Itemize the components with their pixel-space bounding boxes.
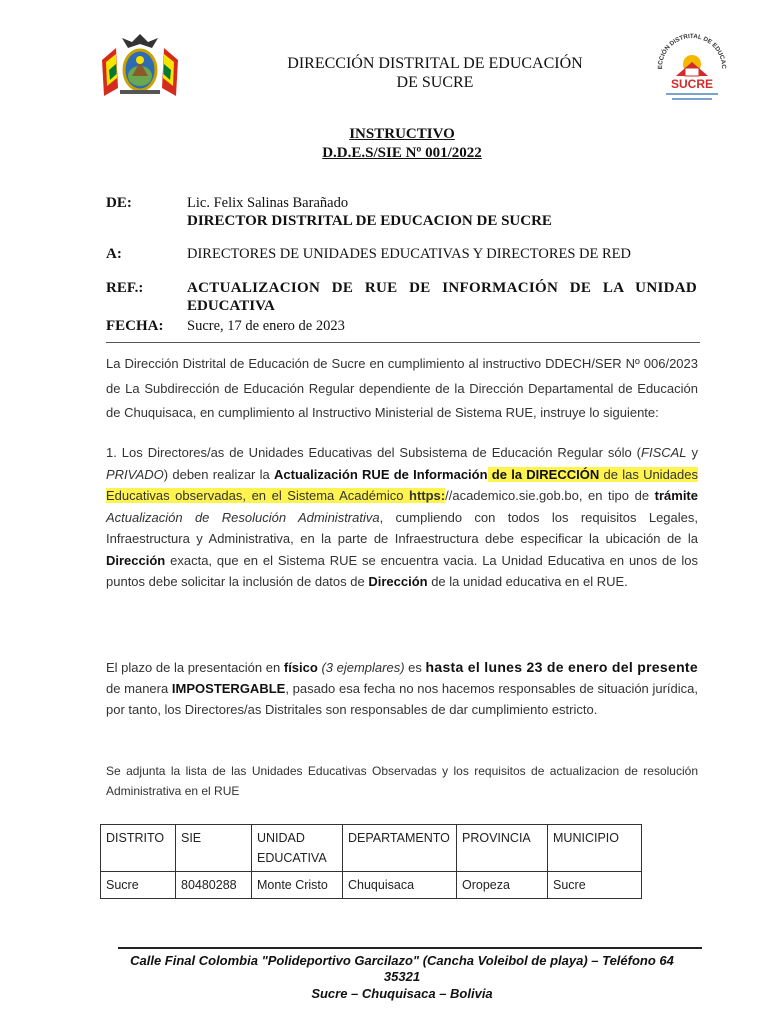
seal-city: SUCRE: [670, 77, 713, 91]
p1-text-b: ) deben realizar la: [163, 466, 274, 482]
table-header-cell: MUNICIPIO: [548, 825, 642, 872]
table-header-cell: PROVINCIA: [457, 825, 548, 872]
intro-paragraph: La Dirección Distrital de Educación de Sucre en cumplimiento al instructivo DDECH/SER Nº 006/2023 de La Subdirección de Educación Regular dependiente de la Dirección Departamental de Educación de Chuquisaca, en cumplimiento al Instructivo Ministerial de Sistema RUE, instruye lo siguiente:: [106, 356, 698, 420]
instruction-paragraph-1: [106, 442, 698, 593]
table-header-cell: UNIDAD EDUCATIVA: [252, 825, 343, 872]
p1-y: y: [686, 445, 698, 460]
p1-link-https[interactable]: https:: [409, 488, 446, 503]
table-header-cell: DEPARTAMENTO: [343, 825, 457, 872]
p2-impostergable: IMPOSTERGABLE: [171, 681, 286, 696]
table-cell: Monte Cristo: [252, 872, 343, 899]
a-label: A:: [106, 246, 122, 262]
de-title: DIRECTOR DISTRITAL DE EDUCACION DE SUCRE: [187, 213, 552, 229]
footer-phone-cont: 35321: [383, 969, 421, 984]
deadline-paragraph: [106, 657, 698, 720]
attachment-note: Se adjunta la lista de las Unidades Educativas Observadas y los requisitos de actualizacion de resolución Administrativa en el RUE: [106, 764, 698, 798]
table-cell: Sucre: [548, 872, 642, 899]
footer-address: Calle Final Colombia "Polideportivo Garcilazo" (Cancha Voleibol de playa) – Teléfono 64: [130, 953, 674, 968]
doc-type: INSTRUCTIVO: [349, 126, 455, 142]
footer-divider: [118, 947, 702, 949]
fecha-label: FECHA:: [106, 318, 164, 334]
table-header-row: [101, 825, 642, 872]
p1-text-d: , cumpliendo con todos los requisitos Legales, Infraestructura y Administrativa, en la parte de Infraestructura debe especificar la ubicación de la: [106, 509, 698, 546]
ref-label: REF.:: [106, 280, 144, 296]
header-title-line2: DE SUCRE: [396, 74, 474, 91]
seal-arc-text: ECCIÓN DISTRITAL DE EDUCAC: [656, 32, 728, 70]
doc-code: D.D.E.S/SIE Nº 001/2022: [322, 145, 482, 161]
p2-text-d: , pasado esa fecha no nos hacemos responsables de situación jurídica, por tanto, los Directores/as Distritales son responsables de dar cumplimiento estricto.: [106, 681, 698, 717]
p1-direccion-2: Dirección: [368, 574, 428, 589]
table-cell: Chuquisaca: [343, 872, 457, 899]
p1-highlight-unidades: de las Unidades Educativas observadas, en el Sistema Académico: [106, 466, 698, 503]
p1-fiscal: FISCAL: [641, 445, 687, 460]
p1-direccion: Dirección: [106, 552, 166, 568]
p2-fisico: físico: [283, 660, 318, 675]
p1-text-c: //academico.sie.gob.bo, en tipo de: [445, 488, 655, 503]
table-header-cell: SIE: [176, 825, 252, 872]
table-header-cell: DISTRITO: [101, 825, 176, 872]
footer-location: Sucre – Chuquisaca – Bolivia: [311, 986, 493, 1001]
p1-actualizacion: Actualización RUE de Información: [274, 466, 488, 482]
p1-tramite: trámite: [654, 488, 698, 503]
observed-units-table: [100, 824, 642, 899]
table-cell: Sucre: [101, 872, 176, 899]
p2-text-b: es: [404, 660, 426, 675]
header-title-line1: DIRECCIÓN DISTRITAL DE EDUCACIÓN: [287, 55, 583, 72]
p1-text-f: de la unidad educativa en el RUE.: [427, 574, 628, 589]
table-cell: 80480288: [176, 872, 252, 899]
ref-line1: ACTUALIZACION DE RUE DE INFORMACIÓN DE LA UNIDAD: [187, 280, 697, 296]
p2-ejemplares: (3 ejemplares): [317, 660, 405, 675]
p1-highlight-direccion: de la DIRECCIÓN: [487, 466, 600, 482]
de-label: DE:: [106, 195, 132, 211]
p1-tipo-tramite: Actualización de Resolución Administrativa: [106, 509, 380, 525]
p2-text-a: El plazo de la presentación en: [106, 660, 284, 675]
table-cell: Oropeza: [457, 872, 548, 899]
p2-text-c: de manera: [106, 681, 172, 696]
a-value: DIRECTORES DE UNIDADES EDUCATIVAS Y DIRECTORES DE RED: [187, 246, 632, 262]
coat-of-arms-logo: [96, 30, 184, 102]
ref-line2: EDUCATIVA: [187, 298, 275, 314]
p1-text-a: 1. Los Directores/as de Unidades Educativas del Subsistema de Educación Regular sólo (: [106, 445, 642, 460]
p2-deadline-date: hasta el lunes 23 de enero del presente: [425, 659, 698, 675]
district-seal-logo: [652, 24, 732, 104]
table-row: [101, 872, 642, 899]
fecha-value: Sucre, 17 de enero de 2023: [187, 318, 345, 334]
header-divider: [106, 342, 700, 343]
p1-text-e: exacta, que en el Sistema RUE se encuentra vacia. La Unidad Educativa en unos de los puntos debe solicitar la inclusión de datos de: [106, 552, 698, 589]
de-name: Lic. Felix Salinas Barañado: [187, 195, 349, 211]
p1-privado: PRIVADO: [106, 466, 164, 482]
